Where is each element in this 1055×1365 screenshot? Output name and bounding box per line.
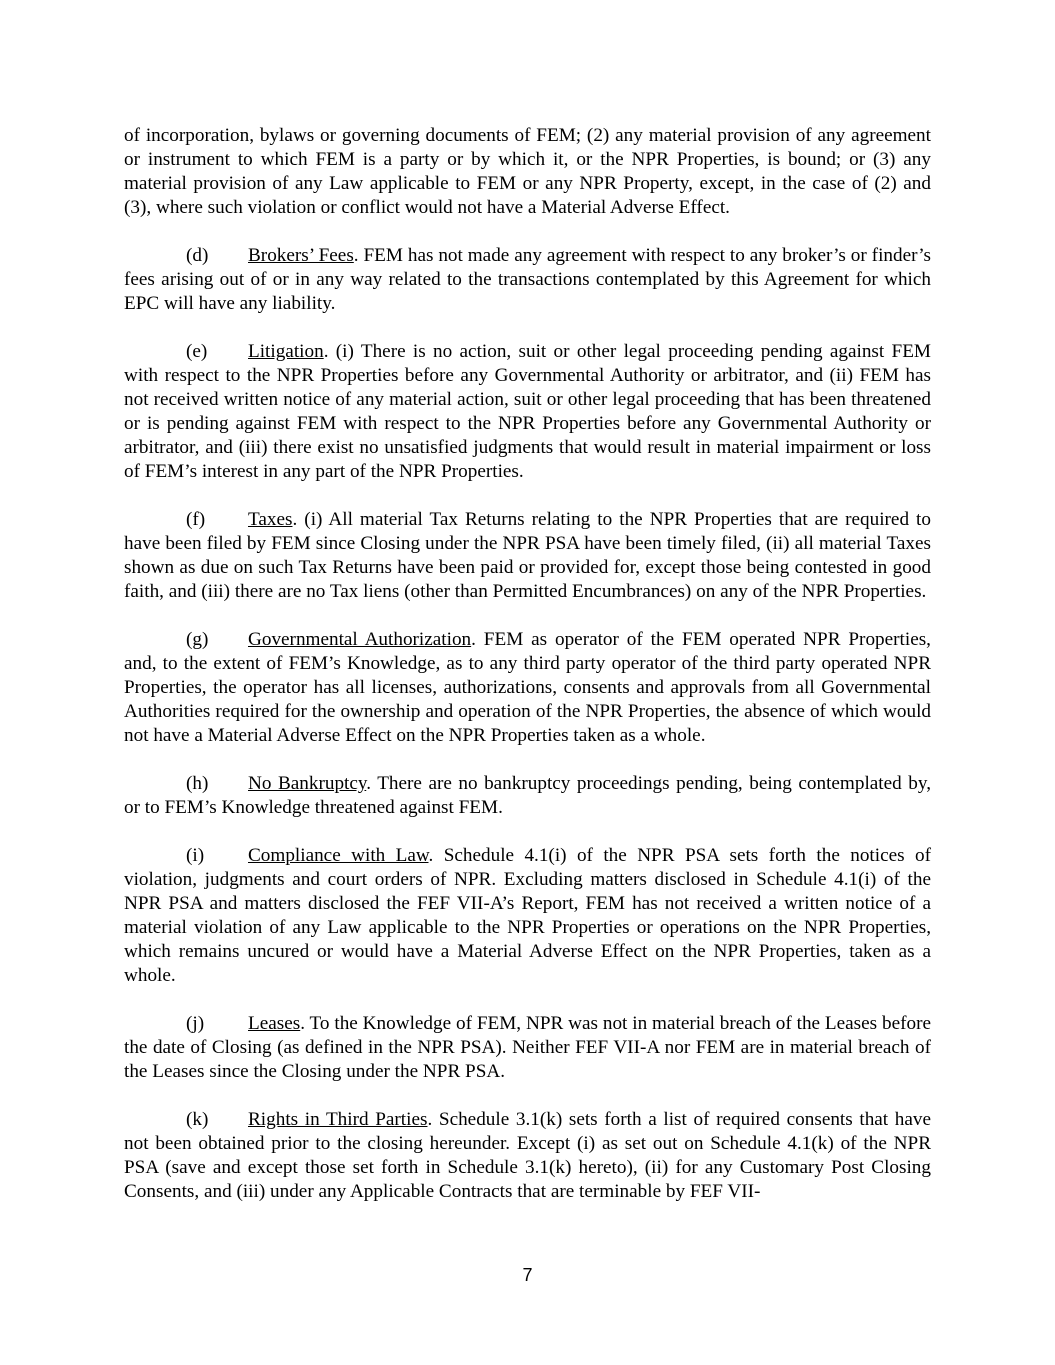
section-i-compliance-with-law <box>124 844 931 988</box>
section-g-governmental-authorization <box>124 628 931 748</box>
section-heading: Brokers’ Fees <box>248 245 354 266</box>
section-heading: Leases <box>248 1013 301 1034</box>
section-e-litigation <box>124 340 931 484</box>
section-marker: (k) <box>186 1109 209 1130</box>
section-heading: Rights in Third Parties <box>248 1109 428 1130</box>
section-text: . Schedule 4.1(i) of the NPR PSA sets forth the notices of violation, judgments and court orders of NPR. Excluding matters disclosed in Schedule 4.1(i) of the NPR PSA and matters disclosed the FEF VII-A’s Report, FEM has not received a written notice of a material violation of any Law applicable to the NPR Properties or operations on the NPR Properties, which remains uncured or would have a Material Adverse Effect on the NPR Properties, taken as a whole. <box>124 845 931 986</box>
document-page <box>124 124 931 1228</box>
section-text: . (i) There is no action, suit or other legal proceeding pending against FEM with respect to the NPR Properties before any Governmental Authority or arbitrator, and (ii) FEM has not received written notice of any material action, suit or other legal proceeding that has been threatened or is pending against FEM with respect to the NPR Properties before any Governmental Authority or arbitrator, and (iii) there exist no unsatisfied judgments that would result in material impairment or loss of FEM’s interest in any part of the NPR Properties. <box>124 341 931 482</box>
section-text: . FEM has not made any agreement with respect to any broker’s or finder’s fees arising out of or in any way related to the transactions contemplated by this Agreement for which EPC will have any liability. <box>124 245 931 314</box>
section-heading: Taxes <box>248 509 293 530</box>
section-heading: Litigation <box>248 341 324 362</box>
section-d-brokers-fees <box>124 244 931 316</box>
section-text: . Schedule 3.1(k) sets forth a list of required consents that have not been obtained prior to the closing hereunder. Except (i) as set out on Schedule 4.1(k) of the NPR PSA (save and except those set forth in Schedule 3.1(k) hereto), (ii) for any Customary Post Closing Consents, and (iii) under any Applicable Contracts that are terminable by FEF VII- <box>124 1109 931 1202</box>
continuation-paragraph: of incorporation, bylaws or governing documents of FEM; (2) any material provision of any agreement or instrument to which FEM is a party or by which it, or the NPR Properties, is bound; or (3) any material provision of any Law applicable to FEM or any NPR Property, except, in the case of (2) and (3), where such violation or conflict would not have a Material Adverse Effect. <box>124 125 931 218</box>
section-f-taxes <box>124 508 931 604</box>
section-k-rights-in-third-parties <box>124 1108 931 1204</box>
section-marker: (g) <box>186 629 209 650</box>
section-j-leases <box>124 1012 931 1084</box>
section-text: . To the Knowledge of FEM, NPR was not in material breach of the Leases before the date of Closing (as defined in the NPR PSA). Neither FEF VII-A nor FEM are in material breach of the Leases since the Closing under the NPR PSA. <box>124 1013 931 1082</box>
section-text: . (i) All material Tax Returns relating to the NPR Properties that are required to have been filed by FEM since Closing under the NPR PSA have been timely filed, (ii) all material Taxes shown as due on such Tax Returns have been paid or provided for, except those being contested in good faith, and (iii) there are no Tax liens (other than Permitted Encumbrances) on any of the NPR Properties. <box>124 509 931 602</box>
section-marker: (h) <box>186 773 209 794</box>
section-heading: Governmental Authorization <box>248 629 472 650</box>
section-h-no-bankruptcy <box>124 772 931 820</box>
section-text: . There are no bankruptcy proceedings pending, being contemplated by, or to FEM’s Knowledge threatened against FEM. <box>124 773 931 818</box>
section-heading: No Bankruptcy <box>248 773 367 794</box>
section-marker: (i) <box>186 845 205 866</box>
section-marker: (f) <box>186 509 206 530</box>
section-marker: (e) <box>186 341 208 362</box>
section-marker: (j) <box>186 1013 205 1034</box>
section-heading: Compliance with Law <box>248 845 429 866</box>
page-number: 7 <box>522 1265 533 1285</box>
section-text: . FEM as operator of the FEM operated NPR Properties, and, to the extent of FEM’s Knowledge, as to any third party operator of the third party operated NPR Properties, the operator has all licenses, authorizations, consents and approvals from all Governmental Authorities required for the ownership and operation of the NPR Properties, the absence of which would not have a Material Adverse Effect on the NPR Properties taken as a whole. <box>124 629 931 746</box>
section-marker: (d) <box>186 245 209 266</box>
